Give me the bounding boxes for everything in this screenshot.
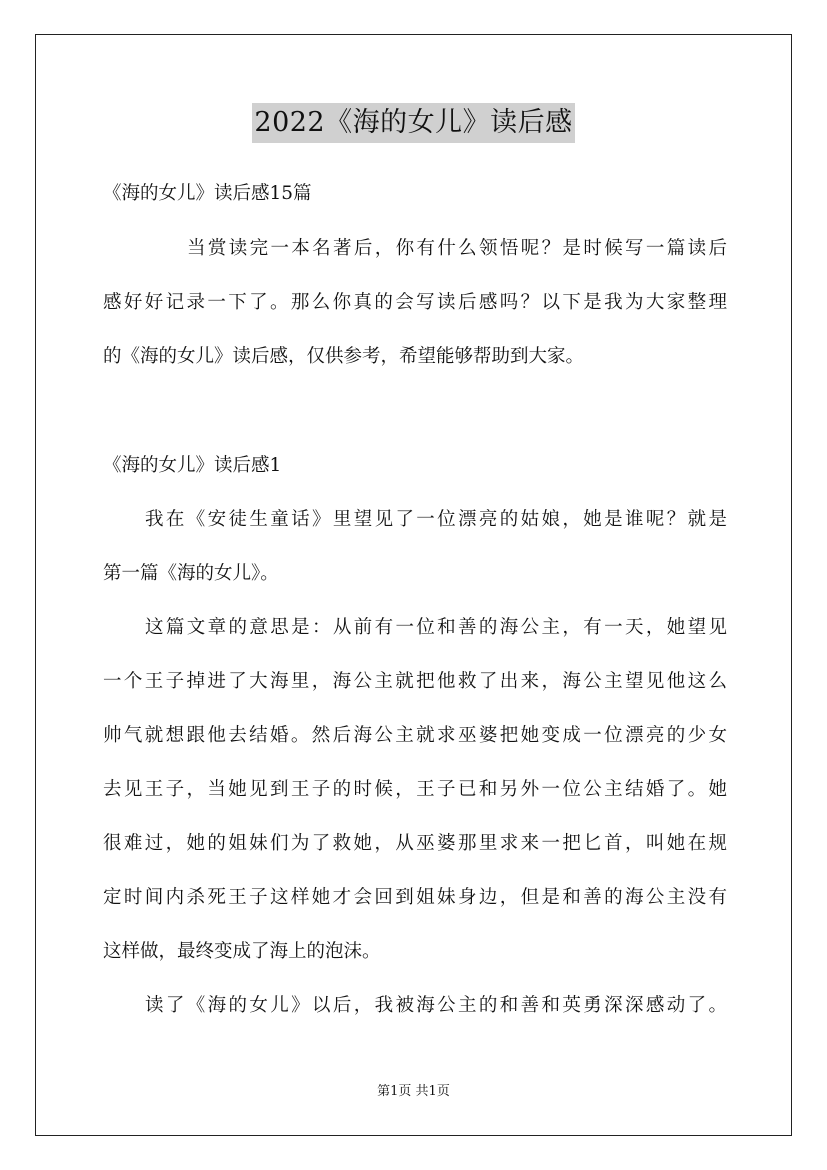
para2-line-4: 去见王子，当她见到王子的时候，王子已和另外一位公主结婚了。她	[103, 779, 727, 800]
para2-line-7: 这样做，最终变成了海上的泡沫。	[103, 941, 381, 962]
para1-line-2: 第一篇《海的女儿》。	[103, 563, 279, 584]
para2-line-3: 帅气就想跟他去结婚。然后海公主就求巫婆把她变成一位漂亮的少女	[103, 725, 727, 746]
para2-line-2: 一个王子掉进了大海里，海公主就把他救了出来，海公主望见他这么	[103, 671, 727, 692]
para1-line-1: 我在《安徒生童话》里望见了一位漂亮的姑娘，她是谁呢？就是	[145, 509, 727, 530]
para2-line-6: 定时间内杀死王子这样她才会回到姐妹身边，但是和善的海公主没有	[103, 887, 727, 908]
page-footer: 第1页 共1页	[377, 1084, 450, 1099]
document-title: 2022《海的女儿》读后感	[252, 103, 574, 143]
document-subtitle: 《海的女儿》读后感15篇	[103, 183, 312, 204]
intro-line-2: 感好好记录一下了。那么你真的会写读后感吗？以下是我为大家整理	[103, 292, 727, 313]
intro-line-3: 的《海的女儿》读后感，仅供参考，希望能够帮助到大家。	[103, 346, 585, 367]
document-title-block	[0, 103, 827, 143]
para2-line-5: 很难过，她的姐妹们为了救她，从巫婆那里求来一把匕首，叫她在规	[103, 833, 727, 854]
para2-line-1: 这篇文章的意思是：从前有一位和善的海公主，有一天，她望见	[145, 617, 727, 638]
intro-line-1: 当赏读完一本名著后，你有什么领悟呢？是时候写一篇读后	[187, 238, 727, 259]
section-heading: 《海的女儿》读后感1	[103, 455, 282, 476]
para3-line-1: 读了《海的女儿》以后，我被海公主的和善和英勇深深感动了。	[145, 995, 727, 1016]
